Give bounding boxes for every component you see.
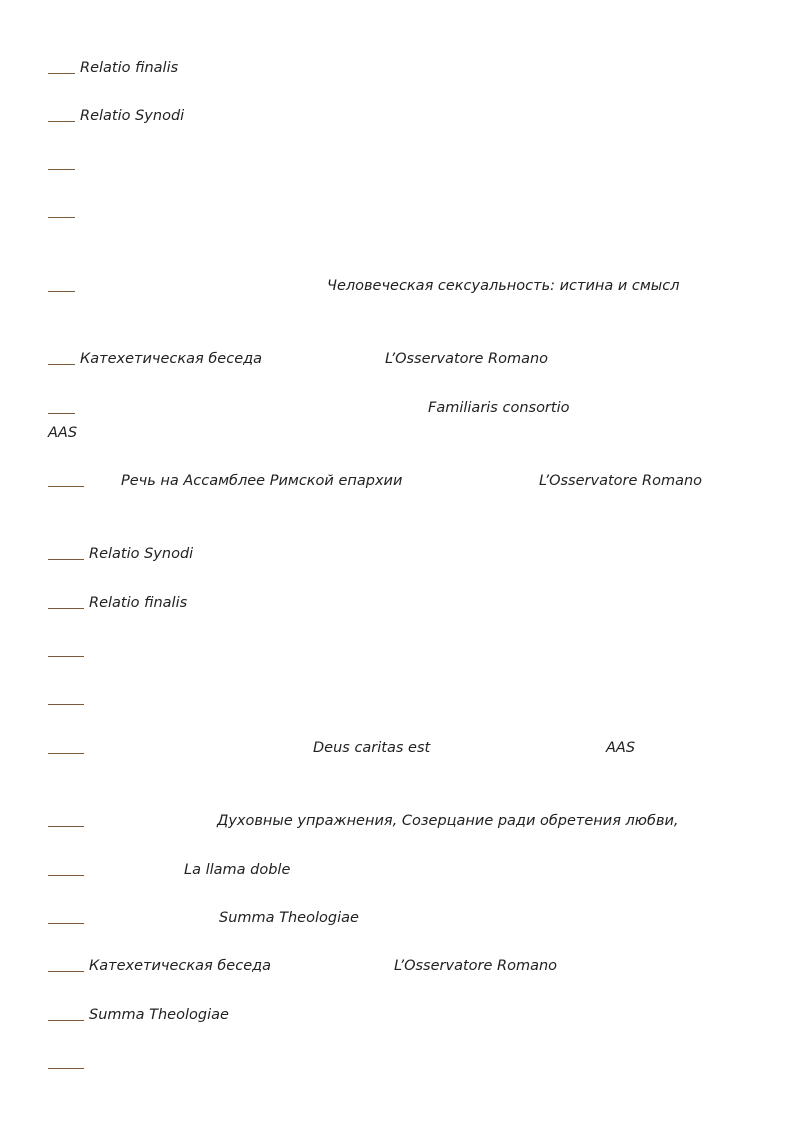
footnote-text: Человеческая сексуальность: истина и смысл bbox=[327, 278, 680, 294]
footnote-rule bbox=[48, 73, 75, 74]
footnote-line bbox=[0, 690, 793, 710]
footnote-text: Deus caritas est bbox=[313, 740, 431, 756]
footnote-rule bbox=[48, 217, 75, 218]
footnote-line bbox=[0, 909, 793, 929]
footnote-line bbox=[0, 861, 793, 881]
footnote-rule bbox=[48, 169, 75, 170]
footnote-rule bbox=[48, 1020, 84, 1021]
footnote-rule bbox=[48, 486, 84, 487]
footnote-text: Духовные упражнения, Созерцание ради обретения любви, bbox=[217, 813, 679, 829]
footnote-line bbox=[0, 203, 793, 223]
footnote-rule bbox=[48, 971, 84, 972]
footnote-rule bbox=[48, 923, 84, 924]
footnote-text: Summa Theologiae bbox=[89, 1007, 229, 1023]
footnote-text: L’Osservatore Romano bbox=[539, 473, 703, 489]
footnote-text: Речь на Ассамблее Римской епархии bbox=[121, 473, 403, 489]
footnote-line bbox=[0, 107, 793, 127]
footnote-rule bbox=[48, 413, 75, 414]
footnote-text: Relatio finalis bbox=[89, 595, 188, 611]
footnote-text: Relatio Synodi bbox=[80, 108, 185, 124]
footnote-text: Relatio finalis bbox=[80, 60, 179, 76]
footnote-text: AAS bbox=[48, 425, 78, 441]
footnote-line bbox=[0, 472, 793, 492]
footnote-rule bbox=[48, 291, 75, 292]
footnote-rule bbox=[48, 656, 84, 657]
footnote-rule bbox=[48, 704, 84, 705]
footnote-text: La llama doble bbox=[184, 862, 291, 878]
footnote-rule bbox=[48, 559, 84, 560]
footnote-rule bbox=[48, 875, 84, 876]
footnote-text: AAS bbox=[606, 740, 636, 756]
footnote-rule bbox=[48, 364, 75, 365]
footnote-line bbox=[0, 59, 793, 79]
footnote-text: Summa Theologiae bbox=[219, 910, 359, 926]
footnote-line bbox=[0, 1054, 793, 1074]
footnote-line bbox=[0, 545, 793, 565]
footnote-line bbox=[0, 642, 793, 662]
footnote-rule bbox=[48, 121, 75, 122]
footnote-line bbox=[0, 957, 793, 977]
footnote-rule bbox=[48, 608, 84, 609]
footnote-line bbox=[0, 155, 793, 175]
footnote-rule bbox=[48, 753, 84, 754]
footnote-line bbox=[0, 594, 793, 614]
footnote-text: L’Osservatore Romano bbox=[385, 351, 549, 367]
footnote-text: L’Osservatore Romano bbox=[394, 958, 558, 974]
footnote-text: Катехетическая беседа bbox=[80, 351, 263, 367]
footnote-continuation bbox=[0, 424, 793, 444]
footnote-text: Relatio Synodi bbox=[89, 546, 194, 562]
footnote-line bbox=[0, 739, 793, 759]
footnote-rule bbox=[48, 1068, 84, 1069]
footnote-line bbox=[0, 277, 793, 297]
footnote-line bbox=[0, 350, 793, 370]
footnote-line bbox=[0, 399, 793, 419]
footnote-line bbox=[0, 812, 793, 832]
footnote-line bbox=[0, 1006, 793, 1026]
footnote-text: Familiaris consortio bbox=[428, 400, 570, 416]
footnote-text: Катехетическая беседа bbox=[89, 958, 272, 974]
footnote-rule bbox=[48, 826, 84, 827]
